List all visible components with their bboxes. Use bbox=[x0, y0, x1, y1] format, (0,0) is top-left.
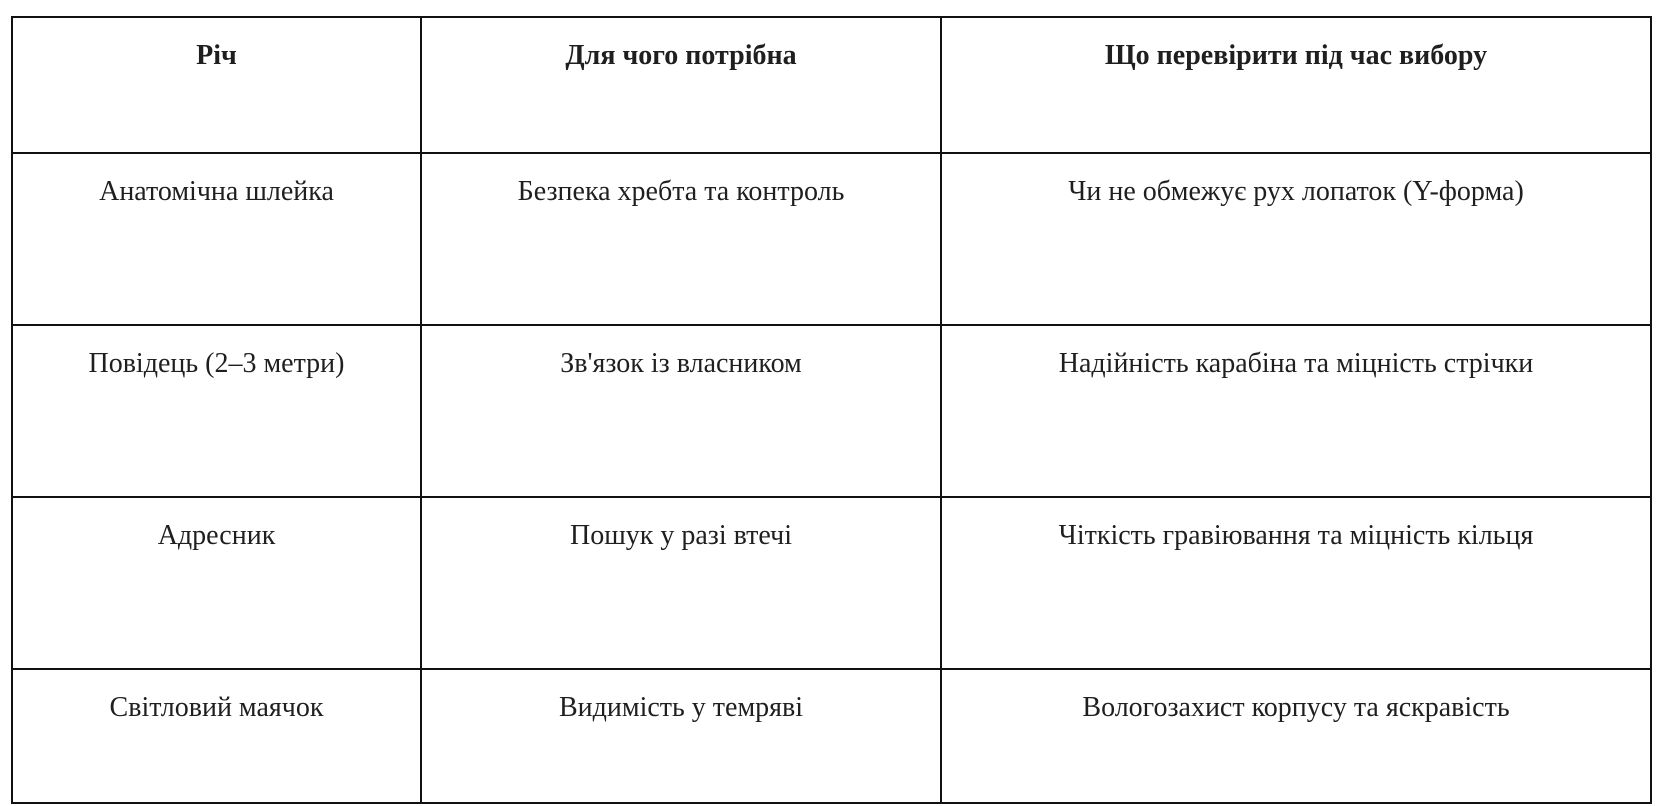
header-item: Річ bbox=[12, 17, 421, 153]
cell-purpose: Видимість у темряві bbox=[421, 669, 941, 803]
table-row bbox=[12, 669, 1651, 803]
header-check: Що перевірити під час вибору bbox=[941, 17, 1651, 153]
cell-check: Чіткість гравіювання та міцність кільця bbox=[941, 497, 1651, 669]
header-row bbox=[12, 17, 1651, 153]
cell-check: Чи не обмежує рух лопаток (Y-форма) bbox=[941, 153, 1651, 325]
cell-item: Світловий маячок bbox=[12, 669, 421, 803]
table-row bbox=[12, 325, 1651, 497]
cell-purpose: Пошук у разі втечі bbox=[421, 497, 941, 669]
equipment-table bbox=[11, 16, 1652, 804]
table-row bbox=[12, 153, 1651, 325]
cell-item: Анатомічна шлейка bbox=[12, 153, 421, 325]
table-row bbox=[12, 497, 1651, 669]
cell-purpose: Зв'язок із власником bbox=[421, 325, 941, 497]
cell-check: Вологозахист корпусу та яскравість bbox=[941, 669, 1651, 803]
cell-purpose: Безпека хребта та контроль bbox=[421, 153, 941, 325]
cell-item: Адресник bbox=[12, 497, 421, 669]
cell-item: Повідець (2–3 метри) bbox=[12, 325, 421, 497]
header-purpose: Для чого потрібна bbox=[421, 17, 941, 153]
cell-check: Надійність карабіна та міцність стрічки bbox=[941, 325, 1651, 497]
